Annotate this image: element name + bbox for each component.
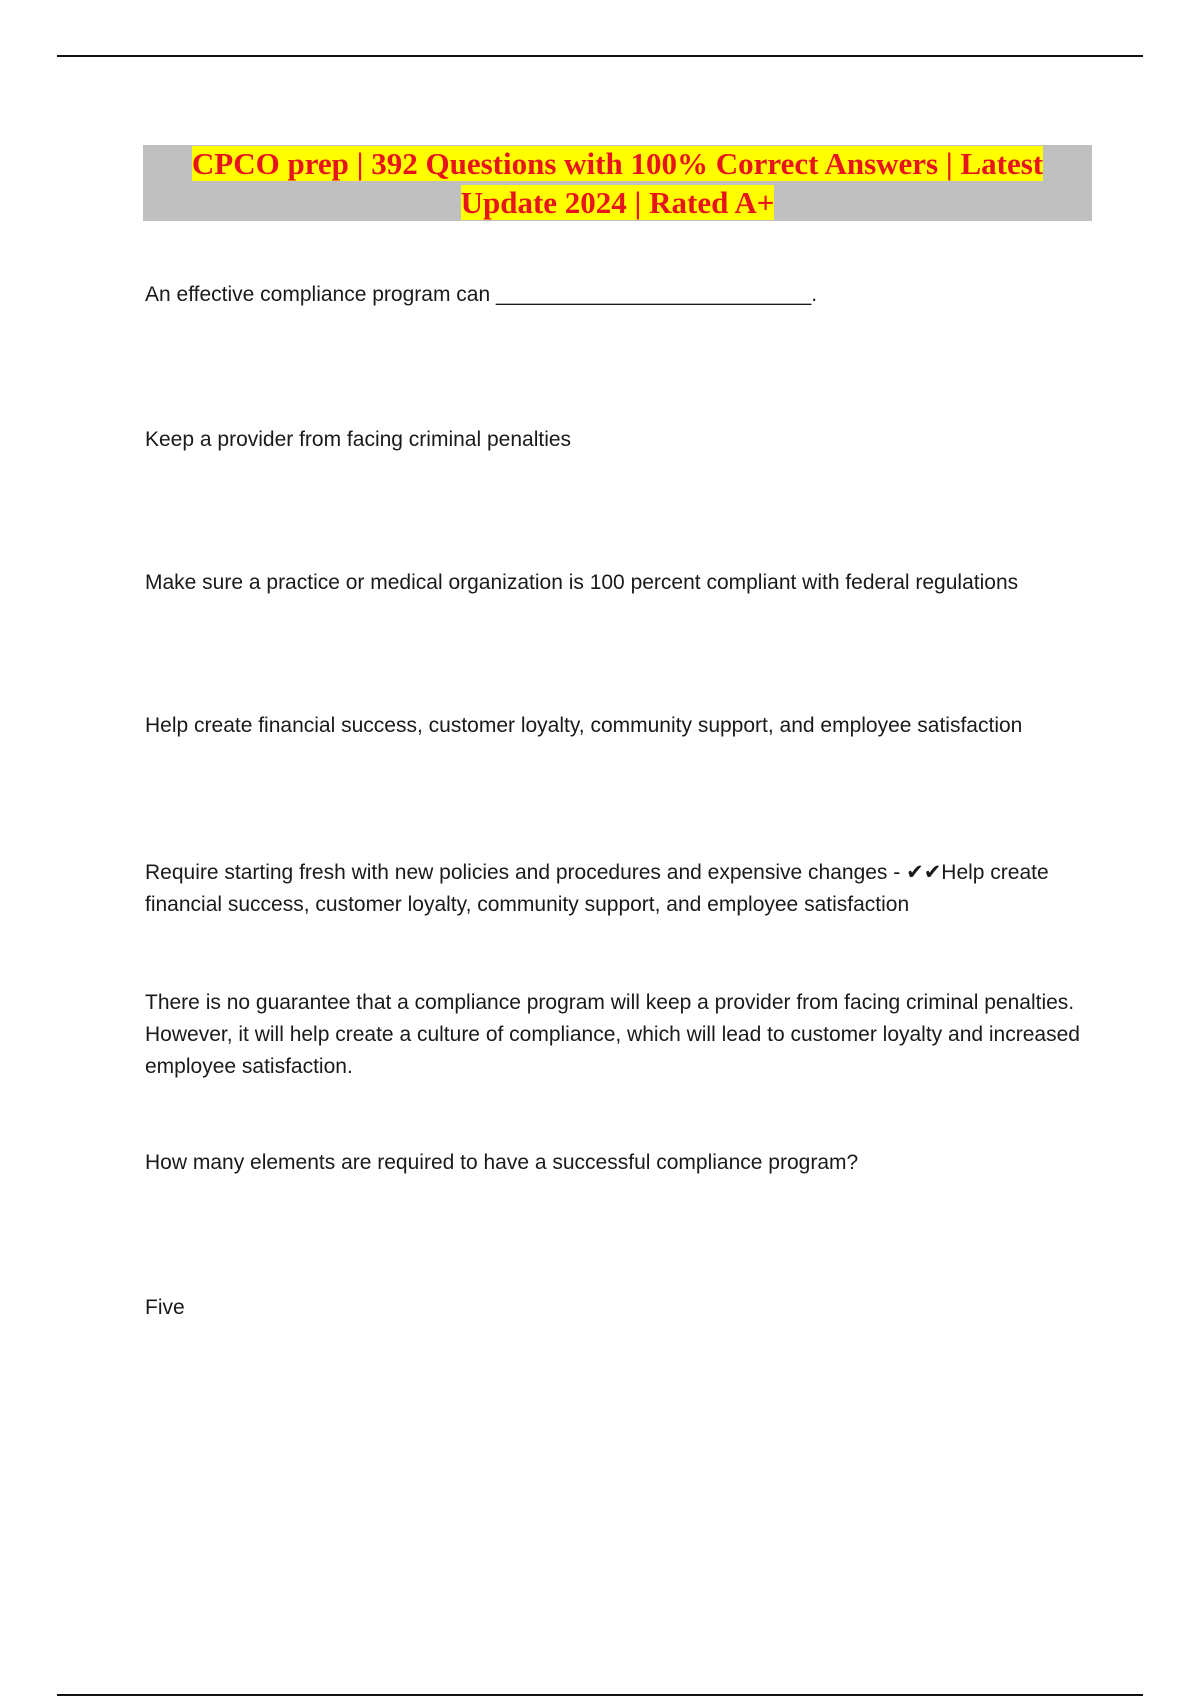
answer-text: Five — [145, 1296, 185, 1319]
document-title-text: CPCO prep | 392 Questions with 100% Correct Answers | Latest Update 2024 | Rated A+ — [191, 146, 1044, 220]
answer-option-2: Make sure a practice or medical organization is 100 percent compliant with federal regulations — [145, 571, 1019, 594]
answer-option-4-with-correct-answer: Require starting fresh with new policies and procedures and expensive changes - ✔✔Help create financial success, customer loyalty, community support, and employee satisfaction — [145, 861, 1049, 916]
page-bottom-rule — [57, 1694, 1143, 1696]
answer-option-1: Keep a provider from facing criminal penalties — [145, 428, 572, 451]
question-2: How many elements are required to have a successful compliance program? — [145, 1151, 859, 1174]
document-title — [178, 144, 1058, 222]
document-title-banner — [143, 145, 1092, 221]
answer-option-3: Help create financial success, customer loyalty, community support, and employee satisfaction — [145, 714, 1023, 737]
question-1: An effective compliance program can ___________________________. — [145, 283, 818, 306]
answer-rationale: There is no guarantee that a compliance program will keep a provider from facing criminal penalties. However, it will help create a culture of compliance, which will lead to customer loyalty and increased employee satisfaction. — [145, 991, 1080, 1078]
page-top-rule — [57, 55, 1143, 57]
